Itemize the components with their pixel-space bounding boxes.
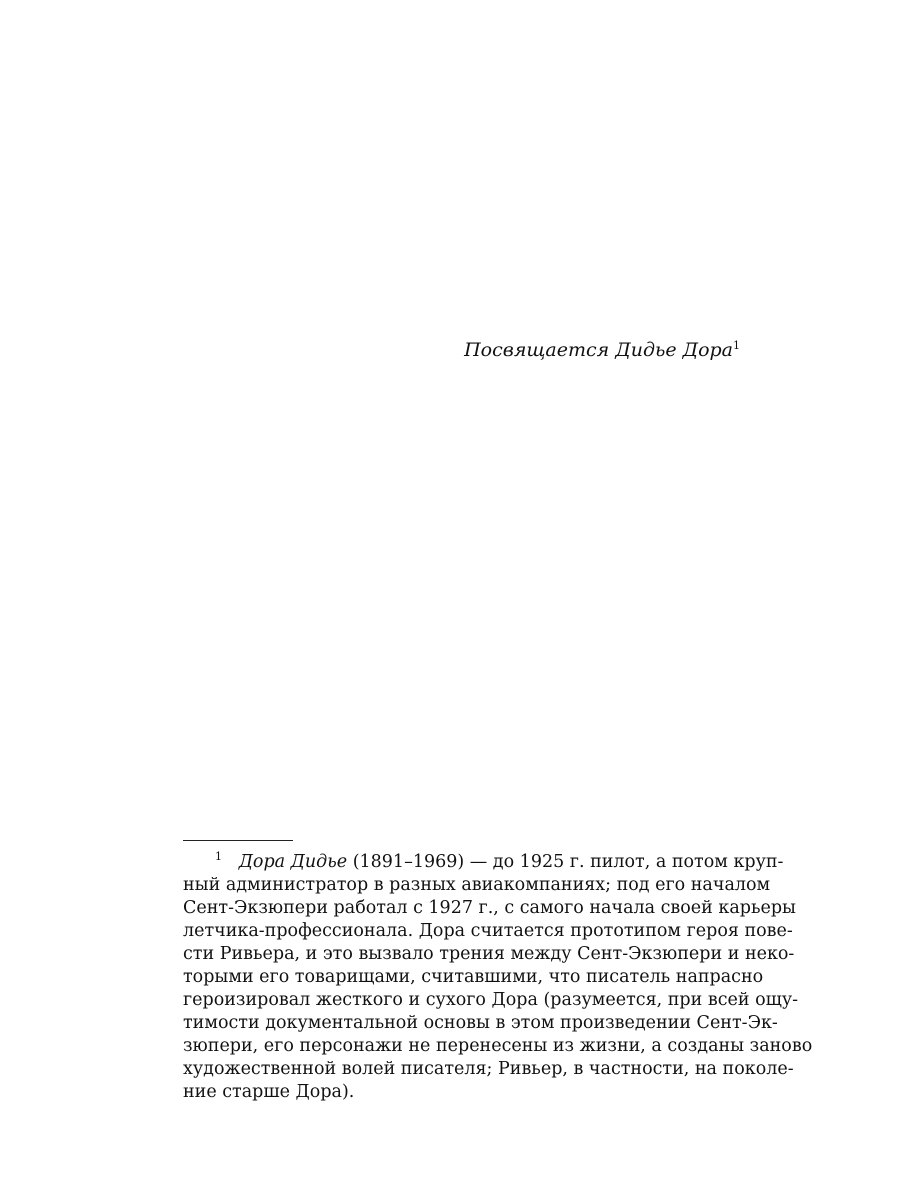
dedication-footnote-marker: 1 [733,339,740,352]
dedication-text: Посвящается Дидье Дора [464,339,733,361]
footnote-line: тимости документальной основы в этом произведении Сент-Эк- [183,1013,778,1033]
footnote-separator [183,840,293,841]
footnote-line: Сент-Экзюпери работал с 1927 г., с самого начала своей карьеры [183,898,796,918]
footnote-line: торыми его товарищами, считавшими, что писатель напрасно [183,967,764,987]
footnote-term: Дора Дидье [238,852,348,872]
footnote-line: героизировал жесткого и сухого Дора (разумеется, при всей ощу- [183,990,799,1010]
footnote-line: ние старше Дора). [183,1082,355,1102]
footnote-line-1 [183,850,784,874]
footnote-line: ный администратор в разных авиакомпаниях; под его началом [183,875,771,895]
footnote-line: сти Ривьера, и это вызвало трения между Сент-Экзюпери и неко- [183,944,795,964]
footnote-line: летчика-профессионала. Дора считается прототипом героя пове- [183,921,793,941]
footnote-line: художественной волей писателя; Ривьер, в частности, на поколе- [183,1059,794,1079]
footnote-line: зюпери, его персонажи не перенесены из жизни, а созданы заново [183,1036,813,1056]
dedication [464,338,740,362]
footnote-marker: 1 [215,850,222,863]
footnote-first-line-text: (1891–1969) — до 1925 г. пилот, а потом круп- [347,852,784,872]
footnote [183,850,813,1104]
